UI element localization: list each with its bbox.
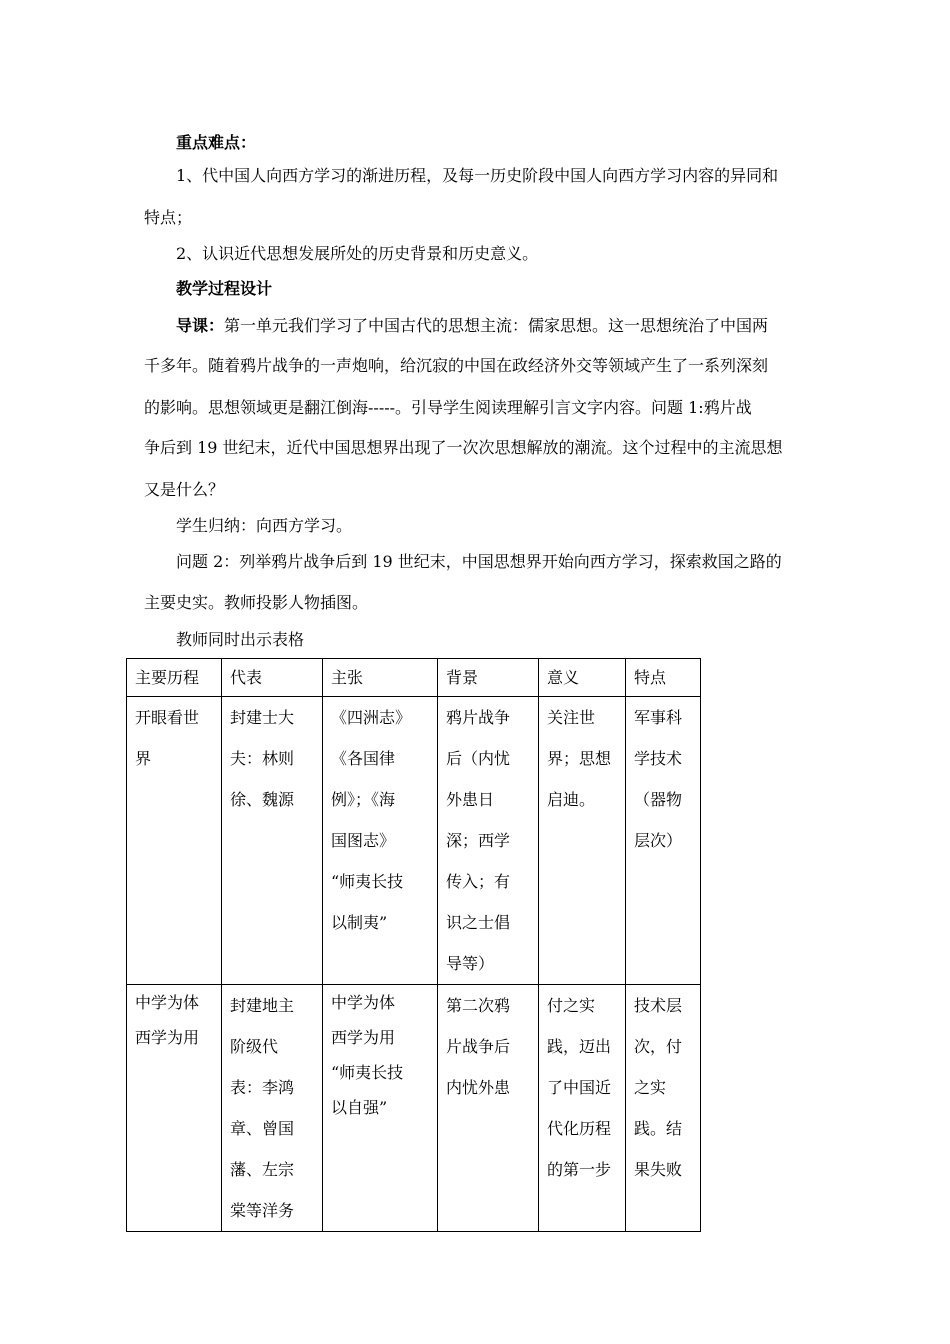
table-cell: 付之实 践，迈出 了中国近 代化历程 的第一步 bbox=[539, 985, 626, 1232]
paragraph-1-line-1: 1、代中国人向西方学习的渐进历程，及每一历史阶段中国人向西方学习内容的异同和 bbox=[176, 166, 779, 185]
table-cell: 中学为体 西学为用 bbox=[127, 985, 222, 1232]
header-cell: 代表 bbox=[222, 659, 323, 697]
header-cell: 主要历程 bbox=[127, 659, 222, 697]
question-2-line-2: 主要史实。教师投影人物插图。 bbox=[144, 593, 369, 612]
intro-line-3: 的影响。思想领域更是翻江倒海-----。引导学生阅读理解引言文字内容。问题 1:鸦片战 bbox=[144, 398, 752, 417]
table-cell: 军事科 学技术 （器物 层次） bbox=[626, 697, 701, 985]
table-intro: 教师同时出示表格 bbox=[176, 630, 305, 649]
table-cell: 封建地主 阶级代 表：李鸿 章、曾国 藩、左宗 棠等洋务 bbox=[222, 985, 323, 1232]
intro-line-2: 千多年。随着鸦片战争的一声炮响，给沉寂的中国在政经济外交等领域产生了一系列深刻 bbox=[144, 356, 769, 375]
table-cell: 中学为体 西学为用 “师夷长技 以自强” bbox=[323, 985, 438, 1232]
question-2-line-1: 问题 2：列举鸦片战争后到 19 世纪末，中国思想界开始向西方学习，探索救国之路的 bbox=[176, 552, 782, 571]
header-cell: 背景 bbox=[438, 659, 539, 697]
table-cell: 技术层 次，付 之实 践。结 果失败 bbox=[626, 985, 701, 1232]
intro-text-1: 第一单元我们学习了中国古代的思想主流：儒家思想。这一思想统治了中国两 bbox=[224, 316, 769, 335]
table-row bbox=[127, 697, 701, 985]
table-cell: 开眼看世 界 bbox=[127, 697, 222, 985]
intro-line-5: 又是什么？ bbox=[144, 480, 225, 499]
history-table bbox=[126, 658, 701, 1232]
intro-line-4: 争后到 19 世纪末，近代中国思想界出现了一次次思想解放的潮流。这个过程中的主流思想 bbox=[144, 438, 783, 457]
intro-label: 导课： bbox=[176, 316, 225, 335]
table-header-row bbox=[127, 659, 701, 697]
table-cell: 封建士大 夫：林则 徐、魏源 bbox=[222, 697, 323, 985]
heading-key-difficulties: 重点难点： bbox=[176, 133, 257, 152]
table-cell: 《四洲志》 《各国律 例》；《海 国图志》 “师夷长技 以制夷” bbox=[323, 697, 438, 985]
heading-teaching-design: 教学过程设计 bbox=[176, 279, 273, 298]
header-cell: 主张 bbox=[323, 659, 438, 697]
student-summary: 学生归纳：向西方学习。 bbox=[176, 516, 353, 535]
header-cell: 特点 bbox=[626, 659, 701, 697]
paragraph-1-line-2: 特点； bbox=[144, 208, 193, 227]
table-cell: 鸦片战争 后（内忧 外患日 深；西学 传入；有 识之士倡 导等） bbox=[438, 697, 539, 985]
table-row bbox=[127, 985, 701, 1232]
intro-line-1 bbox=[176, 313, 768, 336]
header-cell: 意义 bbox=[539, 659, 626, 697]
table-cell: 关注世 界；思想 启迪。 bbox=[539, 697, 626, 985]
paragraph-2: 2、认识近代思想发展所处的历史背景和历史意义。 bbox=[176, 244, 539, 263]
table-cell: 第二次鸦 片战争后 内忧外患 bbox=[438, 985, 539, 1232]
